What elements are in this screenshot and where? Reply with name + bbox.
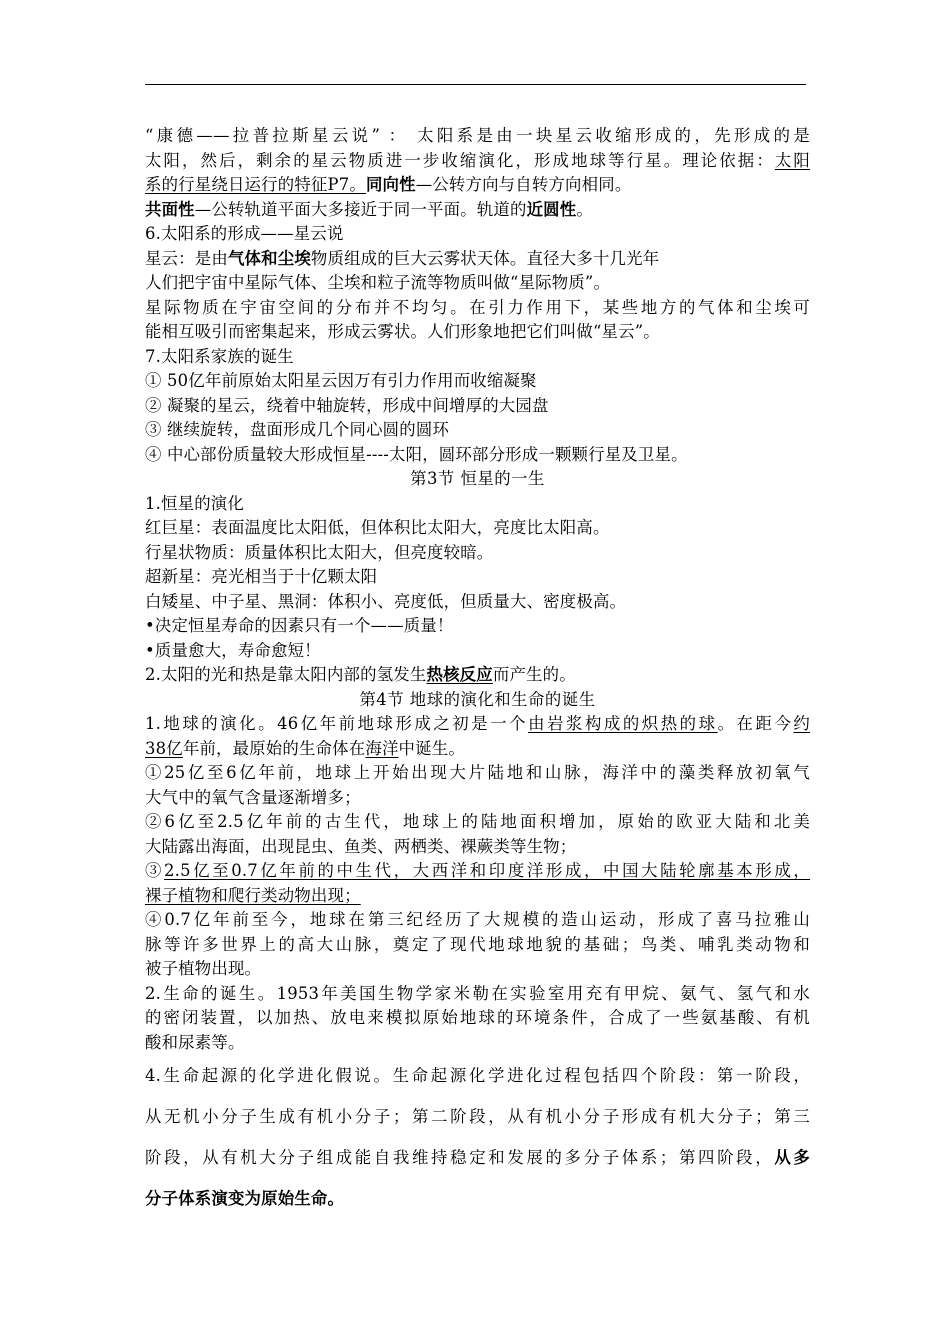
text-segment: 行星状物质：质量体积比太阳大，但亮度较暗。 — [145, 542, 494, 562]
text-line — [145, 271, 810, 296]
text-segment: 6.太阳系的形成——星云说 — [145, 224, 344, 243]
text-segment: 4.生命起源的化学进化假说。生命起源化学进化过程包括四个阶段：第一阶段， — [145, 1066, 810, 1085]
bold-text: 热核反应 — [426, 665, 493, 684]
text-line — [145, 198, 810, 223]
text-line — [145, 247, 810, 272]
underlined-text: 38亿 — [145, 738, 183, 758]
bold-text: 气体和尘埃 — [227, 248, 311, 268]
text-line — [145, 1031, 810, 1056]
text-line — [145, 443, 810, 468]
text-line — [145, 761, 810, 786]
underlined-text: 由岩浆构成的炽热的球 — [528, 714, 718, 733]
text-segment: “康德——拉普拉斯星云说” ： 太阳系是由一块星云收缩形成的，先形成的是 — [145, 126, 810, 145]
text-segment: 太阳，然后，剩余的星云物质进一步收缩演化，形成地球等行星。理论依据： — [145, 150, 775, 170]
bold-text: 共面性 — [145, 199, 195, 219]
text-line — [145, 1006, 810, 1031]
underlined-text: 裸子植物和爬行类动物出现； — [145, 885, 361, 905]
bold-text: 分子体系演变为原始生命。 — [145, 1189, 345, 1208]
text-line — [145, 173, 810, 198]
text-segment: 2.生命的诞生。1953年美国生物学家米勒在实验室用充有甲烷、氨气、氢气和水 — [145, 983, 810, 1003]
underlined-text: 系的行星绕日运行的特征P7。 — [145, 175, 366, 194]
text-line — [145, 320, 810, 345]
header-rule — [145, 84, 806, 85]
text-segment: 白矮星、中子星、黑洞：体积小、亮度低，但质量大、密度极高。 — [145, 591, 627, 611]
text-line — [145, 124, 810, 149]
text-line — [145, 810, 810, 835]
text-line — [145, 884, 810, 909]
text-segment: 星云：是由 — [145, 248, 228, 268]
text-segment: ③ — [145, 861, 165, 880]
text-line — [145, 222, 810, 247]
text-segment: 第3节 恒星的一生 — [410, 469, 545, 488]
section-heading — [145, 467, 810, 492]
text-segment: 被子植物出现。 — [145, 959, 262, 978]
text-segment: 2.太阳的光和热是靠太阳内部的氢发生 — [145, 665, 427, 684]
bold-text: 近圆性 — [526, 199, 577, 219]
text-segment: 物质组成的巨大云雾状天体。直径大多十几光年 — [310, 248, 660, 268]
text-segment: 超新星：亮光相当于十亿颗太阳 — [145, 567, 378, 586]
text-segment: 星际物质在宇宙空间的分布并不均匀。在引力作用下，某些地方的气体和尘埃可 — [145, 297, 810, 317]
text-line — [145, 712, 810, 737]
text-line — [145, 565, 810, 590]
text-line — [145, 1137, 810, 1178]
text-segment: —公转轨道平面大多接近于同一平面。轨道的 — [194, 199, 527, 219]
text-segment: 红巨星：表面温度比太阳低，但体积比太阳大，亮度比太阳高。 — [145, 518, 610, 537]
text-segment: •决定恒星寿命的因素只有一个——质量！ — [145, 616, 454, 635]
text-segment: 7.太阳系家族的诞生 — [145, 346, 294, 366]
underlined-text: 2.5亿至0.7亿年前的中生代，大西洋和印度洋形成，中国大陆轮廓基本形成， — [164, 861, 811, 880]
text-segment: 而产生的。 — [492, 665, 576, 684]
section-heading — [145, 688, 810, 713]
text-line — [145, 541, 810, 566]
text-line — [145, 516, 810, 541]
text-segment: ④0.7亿年前至今，地球在第三纪经历了大规模的造山运动，形成了喜马拉雅山 — [145, 910, 810, 929]
text-segment: —公转方向与自转方向相同。 — [415, 175, 632, 194]
text-segment: ③ 继续旋转，盘面形成几个同心圆的圆环 — [145, 420, 450, 439]
text-line — [145, 1055, 810, 1096]
document-body — [145, 124, 810, 1219]
text-segment: 脉等许多世界上的高大山脉，奠定了现代地球地貌的基础；鸟类、哺乳类动物和 — [145, 934, 810, 954]
text-line — [145, 737, 810, 762]
text-segment: ① 50亿年前原始太阳星云因万有引力作用而收缩凝聚 — [145, 371, 537, 390]
text-line — [145, 492, 810, 517]
bold-text: 同向性 — [365, 175, 416, 194]
text-segment: 。在距今 — [717, 714, 794, 733]
underlined-text: 约 — [793, 714, 810, 733]
underlined-text: 太阳 — [774, 150, 810, 170]
text-line — [145, 590, 810, 615]
text-line — [145, 1178, 810, 1219]
text-segment: 能相互吸引而密集起来，形成云雾状。人们形象地把它们叫做“星云”。 — [145, 322, 660, 341]
text-line — [145, 394, 810, 419]
text-segment: ②6亿至2.5亿年前的古生代，地球上的陆地面积增加，原始的欧亚大陆和北美 — [145, 812, 810, 831]
text-segment: 年前，最原始的生命体在 — [182, 738, 366, 758]
text-segment: 大陆露出海面，出现昆虫、鱼类、两栖类、裸蕨类等生物； — [145, 836, 577, 856]
text-segment: 。 — [576, 199, 593, 219]
text-line — [145, 835, 810, 860]
text-segment: •质量愈大，寿命愈短！ — [145, 640, 321, 660]
text-segment: 阶段，从有机大分子组成能自我维持稳定和发展的多分子体系；第四阶段， — [145, 1148, 775, 1167]
text-line — [145, 614, 810, 639]
text-segment: 中诞生。 — [398, 738, 465, 758]
text-line — [145, 908, 810, 933]
text-line — [145, 663, 810, 688]
text-segment: 第4节 地球的演化和生命的诞生 — [359, 689, 596, 709]
text-line — [145, 369, 810, 394]
text-line — [145, 639, 810, 664]
text-line — [145, 933, 810, 958]
text-line — [145, 418, 810, 443]
text-line — [145, 296, 810, 321]
text-segment: ①25亿至6亿年前，地球上开始出现大片陆地和山脉，海洋中的藻类释放初氧气 — [145, 763, 810, 782]
text-segment: ④ 中心部份质量较大形成恒星----太阳，圆环部分形成一颗颗行星及卫星。 — [145, 444, 688, 464]
underlined-text: 海洋 — [365, 738, 399, 758]
text-segment: 酸和尿素等。 — [145, 1032, 245, 1052]
text-segment: 1.地球的演化。46亿年前地球形成之初是一个 — [145, 714, 529, 733]
text-line — [145, 149, 810, 174]
text-line — [145, 1096, 810, 1137]
text-line — [145, 859, 810, 884]
text-line — [145, 957, 810, 982]
text-line — [145, 345, 810, 370]
bold-text: 从多 — [774, 1148, 810, 1167]
text-segment: 的密闭装置，以加热、放电来模拟原始地球的环境条件，合成了一些氨基酸、有机 — [145, 1008, 810, 1027]
text-segment: 1.恒星的演化 — [145, 493, 244, 513]
text-line — [145, 786, 810, 811]
text-segment: 大气中的氧气含量逐渐增多； — [145, 787, 361, 807]
text-line — [145, 982, 810, 1007]
text-segment: ② 凝聚的星云，绕着中轴旋转，形成中间增厚的大园盘 — [145, 395, 549, 415]
text-segment: 人们把宇宙中星际气体、尘埃和粒子流等物质叫做“星际物质”。 — [145, 273, 611, 292]
text-segment: 从无机小分子生成有机小分子；第二阶段，从有机小分子形成有机大分子；第三 — [145, 1107, 810, 1126]
